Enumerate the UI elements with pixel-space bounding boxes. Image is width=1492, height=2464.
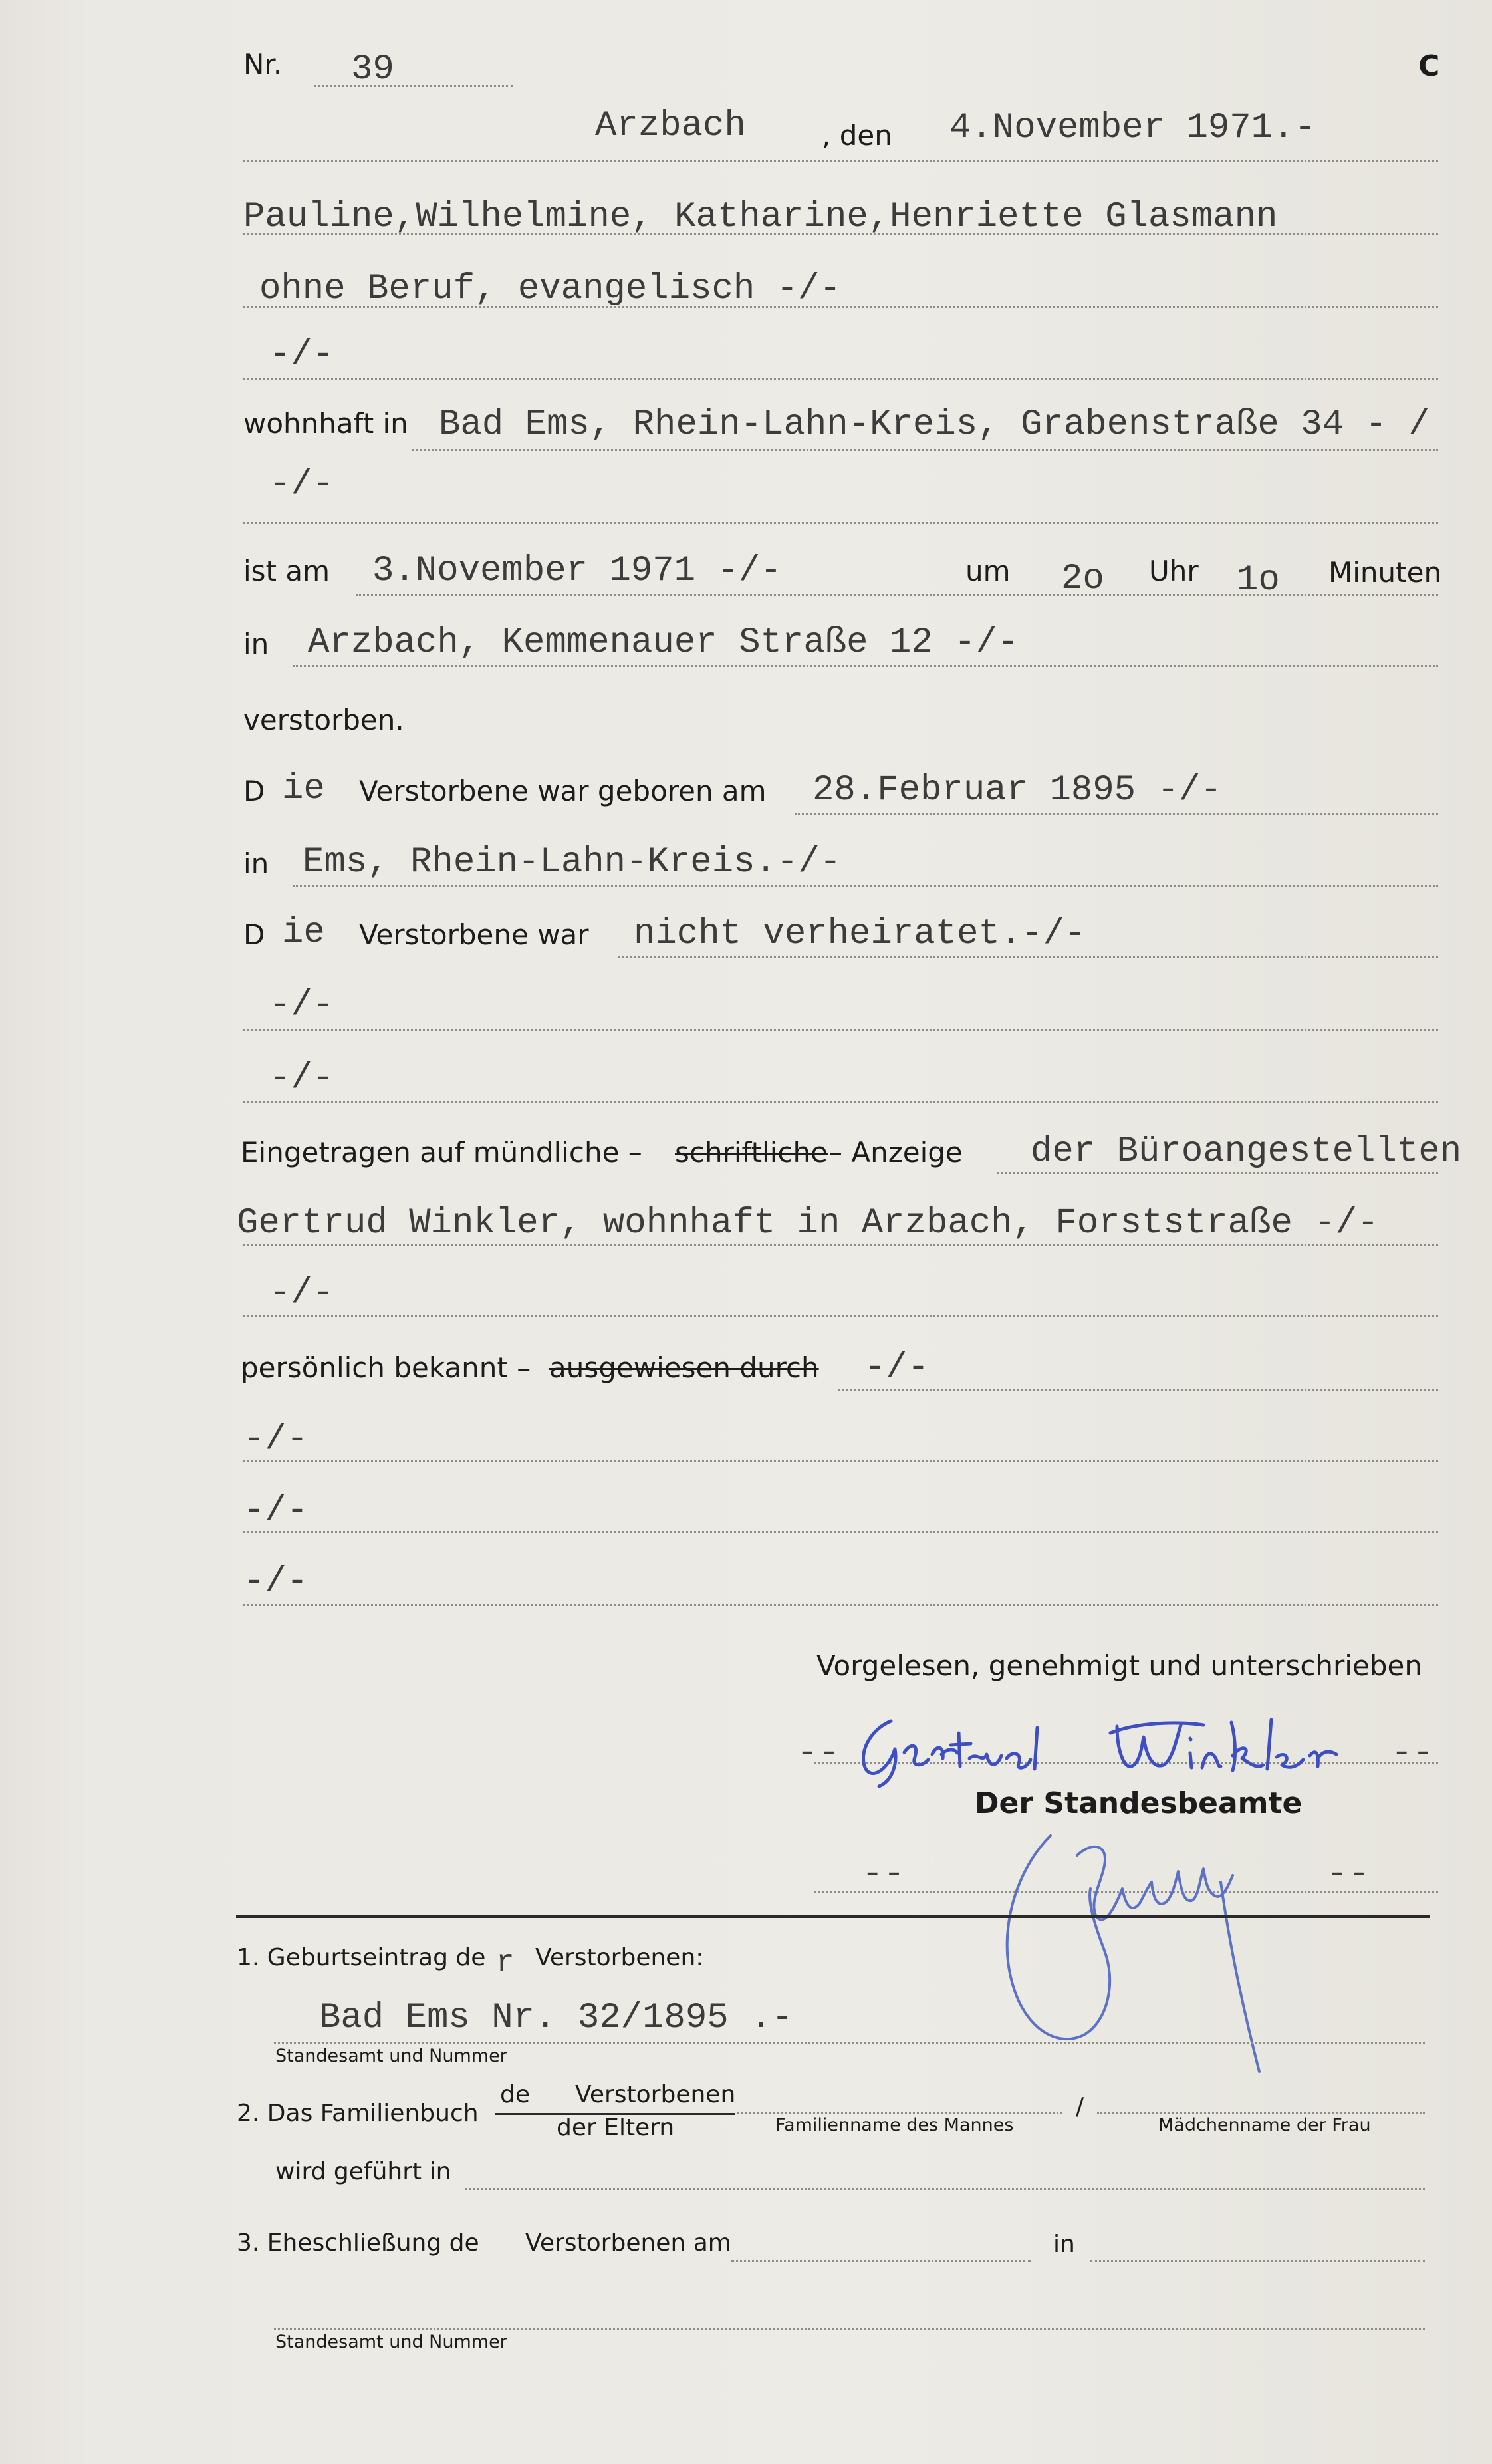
uhr-label: Uhr: [1149, 555, 1199, 587]
dotted-line: [243, 522, 1438, 524]
signature-dash-left: --: [797, 1733, 840, 1774]
dotted-line: [243, 306, 1438, 308]
dotted-line: [293, 885, 1438, 887]
dotted-line: [1097, 2112, 1425, 2114]
marriage-label-2: Verstorbenen am: [525, 2229, 731, 2257]
registration-label-2: – Anzeige: [828, 1136, 963, 1168]
registrar-dash-right: --: [1326, 1854, 1370, 1895]
identification-extra-line-2: -/-: [243, 1490, 309, 1531]
registration-label-struck: schriftliche: [675, 1136, 828, 1168]
dotted-line: [243, 1531, 1438, 1533]
informant-signature: [844, 1703, 1390, 1789]
informant-role: der Büroangestellten: [1031, 1131, 1462, 1172]
death-place: Arzbach, Kemmenauer Straße 12 -/-: [308, 622, 1019, 663]
informant-name-address: Gertrud Winkler, wohnhaft in Arzbach, Forststraße -/-: [237, 1203, 1379, 1244]
marital-status: nicht verheiratet.-/-: [634, 914, 1086, 954]
dotted-line: [293, 665, 1438, 667]
birth-gender-suffix: ie: [282, 769, 325, 809]
birth-entry-label-2: Verstorbenen:: [535, 1944, 704, 1971]
marital-label: Verstorbene war: [359, 918, 589, 951]
registrar-signature: [957, 1816, 1330, 2095]
wife-maiden-name-caption: Mädchenname der Frau: [1158, 2115, 1371, 2135]
deceased-extra-line: -/-: [269, 335, 334, 375]
death-date: 3.November 1971 -/-: [372, 551, 782, 591]
birth-entry-value: Bad Ems Nr. 32/1895 .-: [319, 1998, 793, 2038]
dotted-line: [737, 2112, 1062, 2114]
death-date-label: ist am: [243, 555, 330, 587]
birth-d-label: D: [243, 775, 265, 807]
dotted-line: [243, 1029, 1438, 1031]
family-book-option-parents: der Eltern: [557, 2114, 675, 2141]
marital-gender-suffix: ie: [282, 912, 325, 953]
birth-place: Ems, Rhein-Lahn-Kreis.-/-: [303, 842, 842, 883]
dotted-line: [997, 1172, 1438, 1174]
family-book-label: 2. Das Familienbuch: [237, 2100, 479, 2127]
dotted-line: [1090, 2260, 1425, 2262]
identification-extra-line-1: -/-: [243, 1419, 309, 1460]
marital-extra-line-2: -/-: [269, 1058, 334, 1099]
identification-extra-line-3: -/-: [243, 1562, 309, 1602]
husband-surname-caption: Familienname des Mannes: [775, 2115, 1014, 2135]
marriage-label: 3. Eheschließung de: [237, 2229, 479, 2257]
dotted-line: [243, 1460, 1438, 1462]
dotted-line: [243, 1315, 1438, 1317]
deceased-occupation-religion: ohne Beruf, evangelisch -/-: [259, 269, 841, 309]
place-of-registration: Arzbach: [595, 106, 746, 146]
dotted-line: [243, 1244, 1438, 1246]
nr-value: 39: [351, 49, 394, 90]
death-minutes: 1o: [1237, 560, 1280, 601]
identification-value: -/-: [864, 1347, 930, 1388]
den-label: , den: [822, 119, 892, 152]
dotted-line: [243, 378, 1438, 380]
registrar-label: Der Standesbeamte: [975, 1786, 1303, 1820]
corner-letter: C: [1418, 49, 1440, 83]
dotted-line: [243, 233, 1438, 235]
dotted-line: [465, 2188, 1425, 2190]
identification-label-struck: ausgewiesen durch: [549, 1351, 819, 1384]
birth-entry-caption: Standesamt und Nummer: [275, 2046, 507, 2066]
minuten-label: Minuten: [1328, 556, 1442, 589]
residence-extra-line: -/-: [269, 464, 334, 505]
dotted-line: [838, 1389, 1438, 1391]
dotted-line: [731, 2260, 1031, 2262]
birth-date: 28.Februar 1895 -/-: [812, 770, 1222, 811]
death-place-label: in: [243, 628, 269, 660]
born-label: Verstorbene war geboren am: [359, 775, 767, 807]
birth-place-label: in: [243, 847, 269, 880]
birth-entry-label: 1. Geburtseintrag de: [237, 1944, 486, 1971]
marital-d-label: D: [243, 918, 265, 951]
dotted-line: [412, 449, 1438, 451]
marital-extra-line-1: -/-: [269, 985, 334, 1026]
verstorben-label: verstorben.: [243, 704, 404, 736]
dotted-line: [795, 813, 1438, 815]
birth-entry-suffix: r: [496, 1945, 515, 1980]
dotted-line: [274, 2042, 1425, 2044]
dotted-line: [356, 594, 1438, 596]
registrar-dash-left: --: [862, 1854, 905, 1895]
registration-date: 4.November 1971.-: [949, 108, 1316, 148]
marriage-caption: Standesamt und Nummer: [275, 2332, 507, 2352]
dotted-line: [243, 1604, 1438, 1606]
registration-extra-line: -/-: [269, 1273, 334, 1313]
dotted-line: [274, 2328, 1425, 2330]
family-book-slash: /: [1076, 2093, 1084, 2120]
um-label: um: [965, 555, 1011, 587]
deceased-name: Pauline,Wilhelmine, Katharine,Henriette Glasmann: [243, 197, 1278, 237]
dotted-line: [243, 160, 1438, 162]
identification-label: persönlich bekannt –: [241, 1351, 531, 1384]
registration-label: Eingetragen auf mündliche –: [241, 1136, 642, 1168]
deceased-residence: Bad Ems, Rhein-Lahn-Kreis, Grabenstraße 34 - /: [439, 404, 1430, 445]
section-divider: [236, 1915, 1430, 1918]
dotted-line: [618, 956, 1438, 958]
dotted-line: [314, 85, 513, 87]
death-hour: 2o: [1061, 559, 1104, 599]
nr-label: Nr.: [243, 48, 283, 80]
signature-dash-right: --: [1391, 1733, 1434, 1774]
family-book-option-deceased: Verstorbenen: [575, 2081, 736, 2108]
family-book-kept-label: wird geführt in: [275, 2158, 451, 2185]
family-book-option-prefix: de: [500, 2081, 530, 2108]
residence-label: wohnhaft in: [243, 407, 408, 440]
dotted-line: [243, 1101, 1438, 1103]
marriage-in-label: in: [1053, 2231, 1075, 2258]
read-approved-signed-label: Vorgelesen, genehmigt und unterschrieben: [816, 1649, 1422, 1682]
